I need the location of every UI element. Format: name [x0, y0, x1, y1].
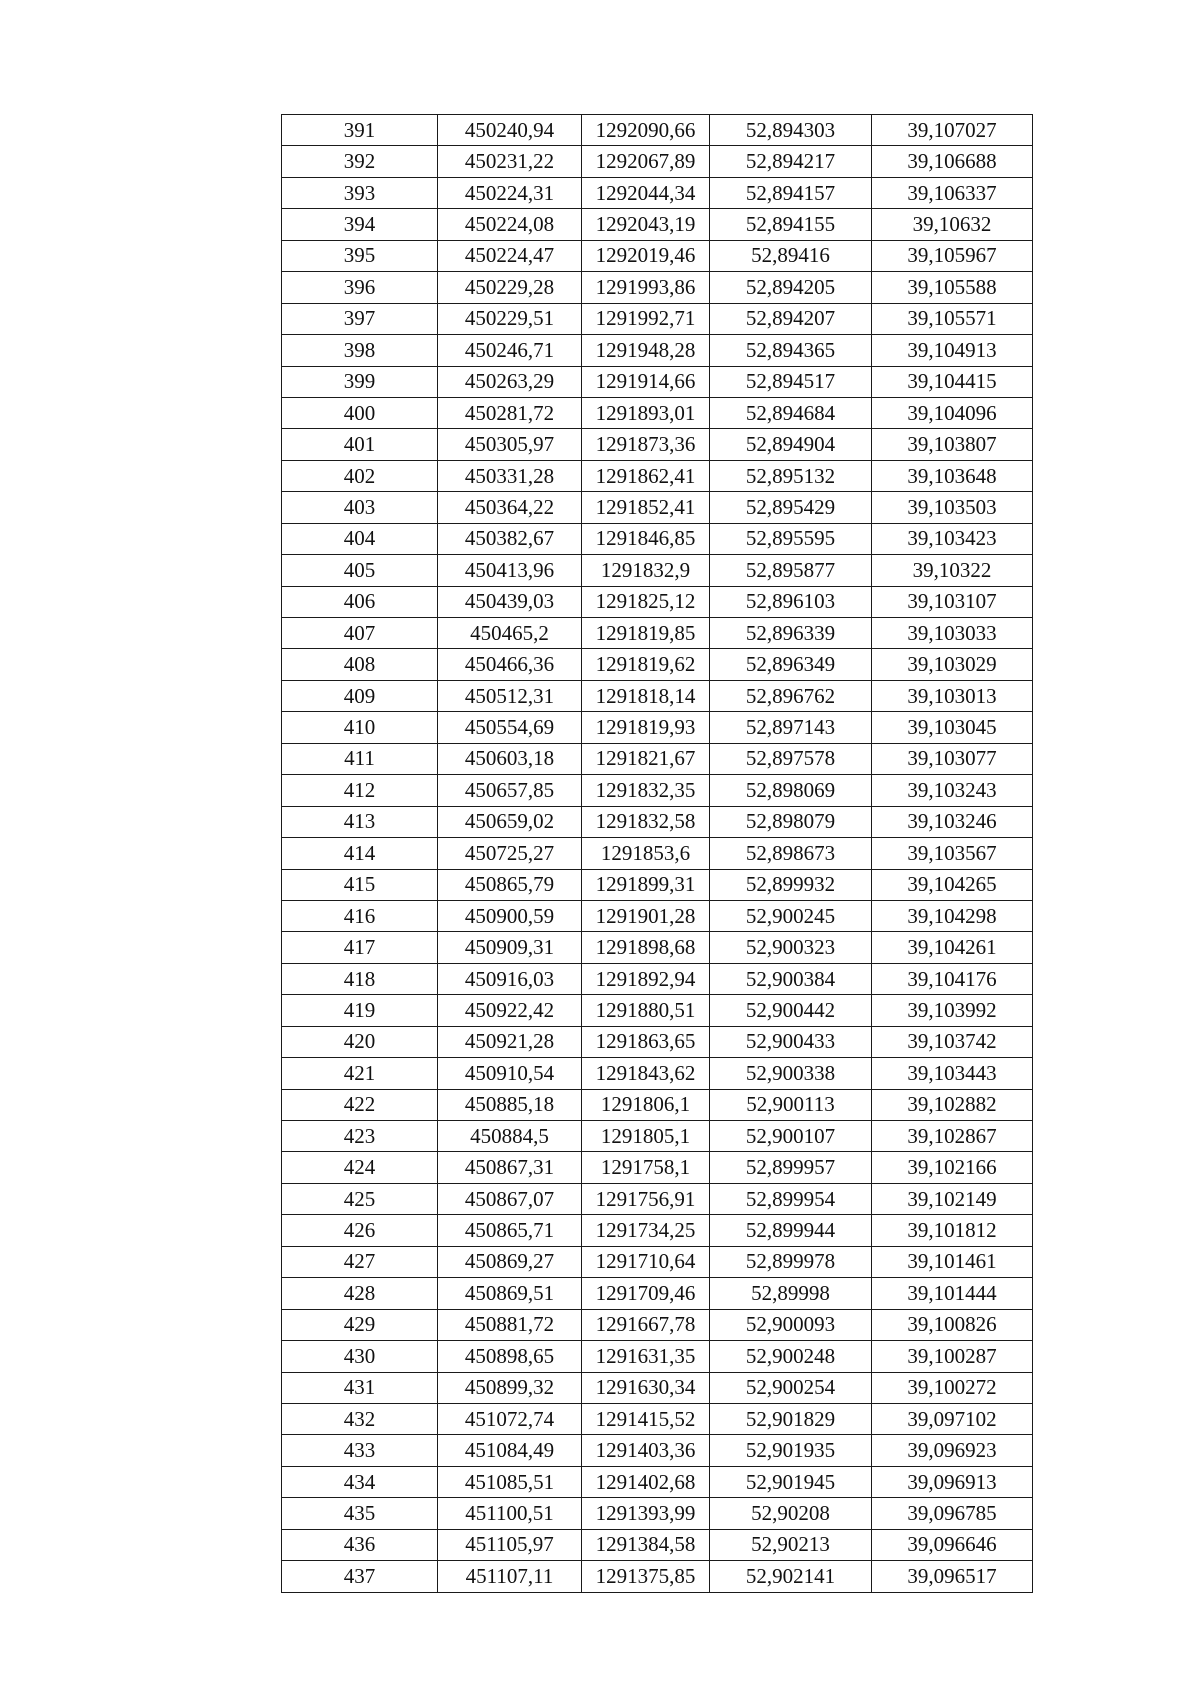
- x-coordinate-cell: 450554,69: [438, 712, 582, 743]
- table-row: [282, 303, 1033, 334]
- point-number-cell: 410: [282, 712, 438, 743]
- y-coordinate-cell: 1291384,58: [582, 1529, 710, 1560]
- table-row: [282, 177, 1033, 208]
- latitude-cell: 52,900107: [710, 1121, 872, 1152]
- point-number-cell: 404: [282, 523, 438, 554]
- y-coordinate-cell: 1291631,35: [582, 1341, 710, 1372]
- longitude-cell: 39,101461: [872, 1246, 1033, 1277]
- latitude-cell: 52,898079: [710, 806, 872, 837]
- point-number-cell: 393: [282, 177, 438, 208]
- point-number-cell: 407: [282, 618, 438, 649]
- y-coordinate-cell: 1291832,9: [582, 555, 710, 586]
- point-number-cell: 392: [282, 146, 438, 177]
- latitude-cell: 52,899957: [710, 1152, 872, 1183]
- point-number-cell: 397: [282, 303, 438, 334]
- y-coordinate-cell: 1291806,1: [582, 1089, 710, 1120]
- y-coordinate-cell: 1291914,66: [582, 366, 710, 397]
- y-coordinate-cell: 1291880,51: [582, 995, 710, 1026]
- longitude-cell: 39,103567: [872, 838, 1033, 869]
- table-row: [282, 1466, 1033, 1497]
- y-coordinate-cell: 1291893,01: [582, 397, 710, 428]
- longitude-cell: 39,105571: [872, 303, 1033, 334]
- x-coordinate-cell: 450865,79: [438, 869, 582, 900]
- point-number-cell: 398: [282, 335, 438, 366]
- y-coordinate-cell: 1291819,62: [582, 649, 710, 680]
- point-number-cell: 405: [282, 555, 438, 586]
- latitude-cell: 52,894684: [710, 397, 872, 428]
- longitude-cell: 39,100272: [872, 1372, 1033, 1403]
- longitude-cell: 39,103807: [872, 429, 1033, 460]
- y-coordinate-cell: 1291853,6: [582, 838, 710, 869]
- longitude-cell: 39,103648: [872, 460, 1033, 491]
- y-coordinate-cell: 1292043,19: [582, 209, 710, 240]
- latitude-cell: 52,894217: [710, 146, 872, 177]
- longitude-cell: 39,107027: [872, 115, 1033, 146]
- y-coordinate-cell: 1291710,64: [582, 1246, 710, 1277]
- point-number-cell: 416: [282, 900, 438, 931]
- latitude-cell: 52,894517: [710, 366, 872, 397]
- latitude-cell: 52,900338: [710, 1058, 872, 1089]
- table-row: [282, 1435, 1033, 1466]
- longitude-cell: 39,103742: [872, 1026, 1033, 1057]
- latitude-cell: 52,894155: [710, 209, 872, 240]
- latitude-cell: 52,900254: [710, 1372, 872, 1403]
- latitude-cell: 52,90213: [710, 1529, 872, 1560]
- longitude-cell: 39,100287: [872, 1341, 1033, 1372]
- latitude-cell: 52,90208: [710, 1498, 872, 1529]
- table-row: [282, 1341, 1033, 1372]
- x-coordinate-cell: 450224,31: [438, 177, 582, 208]
- latitude-cell: 52,899978: [710, 1246, 872, 1277]
- latitude-cell: 52,900113: [710, 1089, 872, 1120]
- latitude-cell: 52,902141: [710, 1561, 872, 1592]
- x-coordinate-cell: 450910,54: [438, 1058, 582, 1089]
- x-coordinate-cell: 451084,49: [438, 1435, 582, 1466]
- x-coordinate-cell: 450413,96: [438, 555, 582, 586]
- longitude-cell: 39,096923: [872, 1435, 1033, 1466]
- y-coordinate-cell: 1291898,68: [582, 932, 710, 963]
- longitude-cell: 39,105967: [872, 240, 1033, 271]
- table-row: [282, 1026, 1033, 1057]
- latitude-cell: 52,898069: [710, 775, 872, 806]
- latitude-cell: 52,901829: [710, 1403, 872, 1434]
- x-coordinate-cell: 450512,31: [438, 680, 582, 711]
- longitude-cell: 39,103243: [872, 775, 1033, 806]
- y-coordinate-cell: 1291846,85: [582, 523, 710, 554]
- table-row: [282, 1183, 1033, 1214]
- point-number-cell: 428: [282, 1278, 438, 1309]
- x-coordinate-cell: 450725,27: [438, 838, 582, 869]
- table-row: [282, 743, 1033, 774]
- x-coordinate-cell: 450898,65: [438, 1341, 582, 1372]
- x-coordinate-cell: 450229,28: [438, 272, 582, 303]
- point-number-cell: 430: [282, 1341, 438, 1372]
- table-row: [282, 492, 1033, 523]
- table-row: [282, 1403, 1033, 1434]
- y-coordinate-cell: 1291393,99: [582, 1498, 710, 1529]
- point-number-cell: 432: [282, 1403, 438, 1434]
- y-coordinate-cell: 1291948,28: [582, 335, 710, 366]
- x-coordinate-cell: 450281,72: [438, 397, 582, 428]
- table-row: [282, 900, 1033, 931]
- longitude-cell: 39,106688: [872, 146, 1033, 177]
- longitude-cell: 39,103045: [872, 712, 1033, 743]
- table-row: [282, 1309, 1033, 1340]
- table-row: [282, 1089, 1033, 1120]
- latitude-cell: 52,895429: [710, 492, 872, 523]
- point-number-cell: 406: [282, 586, 438, 617]
- longitude-cell: 39,103077: [872, 743, 1033, 774]
- longitude-cell: 39,102882: [872, 1089, 1033, 1120]
- latitude-cell: 52,899944: [710, 1215, 872, 1246]
- table-row: [282, 838, 1033, 869]
- x-coordinate-cell: 450921,28: [438, 1026, 582, 1057]
- x-coordinate-cell: 450922,42: [438, 995, 582, 1026]
- latitude-cell: 52,901945: [710, 1466, 872, 1497]
- x-coordinate-cell: 450916,03: [438, 963, 582, 994]
- x-coordinate-cell: 450224,08: [438, 209, 582, 240]
- y-coordinate-cell: 1291667,78: [582, 1309, 710, 1340]
- longitude-cell: 39,104096: [872, 397, 1033, 428]
- table-row: [282, 555, 1033, 586]
- point-number-cell: 429: [282, 1309, 438, 1340]
- y-coordinate-cell: 1291819,85: [582, 618, 710, 649]
- x-coordinate-cell: 450465,2: [438, 618, 582, 649]
- table-row: [282, 1372, 1033, 1403]
- y-coordinate-cell: 1292019,46: [582, 240, 710, 271]
- table-row: [282, 429, 1033, 460]
- y-coordinate-cell: 1292090,66: [582, 115, 710, 146]
- x-coordinate-cell: 450881,72: [438, 1309, 582, 1340]
- x-coordinate-cell: 451107,11: [438, 1561, 582, 1592]
- table-row: [282, 146, 1033, 177]
- latitude-cell: 52,895595: [710, 523, 872, 554]
- longitude-cell: 39,106337: [872, 177, 1033, 208]
- point-number-cell: 419: [282, 995, 438, 1026]
- y-coordinate-cell: 1291825,12: [582, 586, 710, 617]
- latitude-cell: 52,899932: [710, 869, 872, 900]
- table-row: [282, 1561, 1033, 1592]
- table-row: [282, 1121, 1033, 1152]
- x-coordinate-cell: 450657,85: [438, 775, 582, 806]
- longitude-cell: 39,103107: [872, 586, 1033, 617]
- longitude-cell: 39,104415: [872, 366, 1033, 397]
- y-coordinate-cell: 1291415,52: [582, 1403, 710, 1434]
- table-row: [282, 680, 1033, 711]
- longitude-cell: 39,097102: [872, 1403, 1033, 1434]
- table-row: [282, 775, 1033, 806]
- latitude-cell: 52,894205: [710, 272, 872, 303]
- point-number-cell: 436: [282, 1529, 438, 1560]
- table-row: [282, 806, 1033, 837]
- longitude-cell: 39,10322: [872, 555, 1033, 586]
- x-coordinate-cell: 451100,51: [438, 1498, 582, 1529]
- table-row: [282, 115, 1033, 146]
- longitude-cell: 39,101444: [872, 1278, 1033, 1309]
- table-row: [282, 932, 1033, 963]
- y-coordinate-cell: 1291993,86: [582, 272, 710, 303]
- y-coordinate-cell: 1291863,65: [582, 1026, 710, 1057]
- latitude-cell: 52,900442: [710, 995, 872, 1026]
- y-coordinate-cell: 1291756,91: [582, 1183, 710, 1214]
- table-row: [282, 995, 1033, 1026]
- table-row: [282, 1498, 1033, 1529]
- y-coordinate-cell: 1291892,94: [582, 963, 710, 994]
- point-number-cell: 391: [282, 115, 438, 146]
- longitude-cell: 39,103033: [872, 618, 1033, 649]
- y-coordinate-cell: 1291901,28: [582, 900, 710, 931]
- latitude-cell: 52,900384: [710, 963, 872, 994]
- coordinates-table-body: [282, 115, 1033, 1593]
- longitude-cell: 39,10632: [872, 209, 1033, 240]
- x-coordinate-cell: 450659,02: [438, 806, 582, 837]
- y-coordinate-cell: 1291852,41: [582, 492, 710, 523]
- y-coordinate-cell: 1291630,34: [582, 1372, 710, 1403]
- x-coordinate-cell: 450246,71: [438, 335, 582, 366]
- latitude-cell: 52,897143: [710, 712, 872, 743]
- y-coordinate-cell: 1291899,31: [582, 869, 710, 900]
- table-row: [282, 335, 1033, 366]
- latitude-cell: 52,894904: [710, 429, 872, 460]
- point-number-cell: 413: [282, 806, 438, 837]
- latitude-cell: 52,89416: [710, 240, 872, 271]
- longitude-cell: 39,103423: [872, 523, 1033, 554]
- point-number-cell: 426: [282, 1215, 438, 1246]
- point-number-cell: 423: [282, 1121, 438, 1152]
- x-coordinate-cell: 450867,07: [438, 1183, 582, 1214]
- x-coordinate-cell: 450865,71: [438, 1215, 582, 1246]
- x-coordinate-cell: 450231,22: [438, 146, 582, 177]
- y-coordinate-cell: 1292044,34: [582, 177, 710, 208]
- y-coordinate-cell: 1291843,62: [582, 1058, 710, 1089]
- latitude-cell: 52,896339: [710, 618, 872, 649]
- point-number-cell: 402: [282, 460, 438, 491]
- point-number-cell: 400: [282, 397, 438, 428]
- point-number-cell: 425: [282, 1183, 438, 1214]
- latitude-cell: 52,901935: [710, 1435, 872, 1466]
- table-row: [282, 618, 1033, 649]
- point-number-cell: 403: [282, 492, 438, 523]
- longitude-cell: 39,103246: [872, 806, 1033, 837]
- longitude-cell: 39,096517: [872, 1561, 1033, 1592]
- longitude-cell: 39,105588: [872, 272, 1033, 303]
- latitude-cell: 52,900248: [710, 1341, 872, 1372]
- table-row: [282, 1278, 1033, 1309]
- y-coordinate-cell: 1291818,14: [582, 680, 710, 711]
- point-number-cell: 418: [282, 963, 438, 994]
- x-coordinate-cell: 451072,74: [438, 1403, 582, 1434]
- table-row: [282, 460, 1033, 491]
- longitude-cell: 39,104176: [872, 963, 1033, 994]
- point-number-cell: 399: [282, 366, 438, 397]
- y-coordinate-cell: 1291819,93: [582, 712, 710, 743]
- point-number-cell: 433: [282, 1435, 438, 1466]
- y-coordinate-cell: 1291734,25: [582, 1215, 710, 1246]
- x-coordinate-cell: 450439,03: [438, 586, 582, 617]
- longitude-cell: 39,104913: [872, 335, 1033, 366]
- latitude-cell: 52,898673: [710, 838, 872, 869]
- x-coordinate-cell: 450603,18: [438, 743, 582, 774]
- table-row: [282, 649, 1033, 680]
- longitude-cell: 39,096785: [872, 1498, 1033, 1529]
- x-coordinate-cell: 451085,51: [438, 1466, 582, 1497]
- x-coordinate-cell: 450331,28: [438, 460, 582, 491]
- y-coordinate-cell: 1291873,36: [582, 429, 710, 460]
- point-number-cell: 437: [282, 1561, 438, 1592]
- point-number-cell: 412: [282, 775, 438, 806]
- table-row: [282, 1058, 1033, 1089]
- table-row: [282, 523, 1033, 554]
- latitude-cell: 52,895132: [710, 460, 872, 491]
- table-row: [282, 712, 1033, 743]
- longitude-cell: 39,102166: [872, 1152, 1033, 1183]
- latitude-cell: 52,897578: [710, 743, 872, 774]
- x-coordinate-cell: 450884,5: [438, 1121, 582, 1152]
- y-coordinate-cell: 1291832,35: [582, 775, 710, 806]
- point-number-cell: 401: [282, 429, 438, 460]
- latitude-cell: 52,894157: [710, 177, 872, 208]
- table-row: [282, 586, 1033, 617]
- y-coordinate-cell: 1291758,1: [582, 1152, 710, 1183]
- point-number-cell: 415: [282, 869, 438, 900]
- x-coordinate-cell: 450224,47: [438, 240, 582, 271]
- longitude-cell: 39,104298: [872, 900, 1033, 931]
- x-coordinate-cell: 450466,36: [438, 649, 582, 680]
- latitude-cell: 52,894303: [710, 115, 872, 146]
- longitude-cell: 39,104261: [872, 932, 1033, 963]
- table-row: [282, 1215, 1033, 1246]
- x-coordinate-cell: 450899,32: [438, 1372, 582, 1403]
- longitude-cell: 39,102149: [872, 1183, 1033, 1214]
- latitude-cell: 52,895877: [710, 555, 872, 586]
- table-row: [282, 272, 1033, 303]
- x-coordinate-cell: 450900,59: [438, 900, 582, 931]
- x-coordinate-cell: 450382,67: [438, 523, 582, 554]
- y-coordinate-cell: 1292067,89: [582, 146, 710, 177]
- y-coordinate-cell: 1291805,1: [582, 1121, 710, 1152]
- latitude-cell: 52,900323: [710, 932, 872, 963]
- point-number-cell: 409: [282, 680, 438, 711]
- latitude-cell: 52,896103: [710, 586, 872, 617]
- table-row: [282, 1246, 1033, 1277]
- table-row: [282, 366, 1033, 397]
- x-coordinate-cell: 450869,51: [438, 1278, 582, 1309]
- table-row: [282, 1152, 1033, 1183]
- longitude-cell: 39,103443: [872, 1058, 1033, 1089]
- latitude-cell: 52,894365: [710, 335, 872, 366]
- y-coordinate-cell: 1291821,67: [582, 743, 710, 774]
- longitude-cell: 39,100826: [872, 1309, 1033, 1340]
- longitude-cell: 39,103992: [872, 995, 1033, 1026]
- x-coordinate-cell: 451105,97: [438, 1529, 582, 1560]
- y-coordinate-cell: 1291375,85: [582, 1561, 710, 1592]
- latitude-cell: 52,900245: [710, 900, 872, 931]
- point-number-cell: 434: [282, 1466, 438, 1497]
- latitude-cell: 52,89998: [710, 1278, 872, 1309]
- point-number-cell: 394: [282, 209, 438, 240]
- longitude-cell: 39,101812: [872, 1215, 1033, 1246]
- y-coordinate-cell: 1291862,41: [582, 460, 710, 491]
- point-number-cell: 414: [282, 838, 438, 869]
- x-coordinate-cell: 450229,51: [438, 303, 582, 334]
- longitude-cell: 39,102867: [872, 1121, 1033, 1152]
- latitude-cell: 52,896349: [710, 649, 872, 680]
- point-number-cell: 421: [282, 1058, 438, 1089]
- longitude-cell: 39,103503: [872, 492, 1033, 523]
- x-coordinate-cell: 450869,27: [438, 1246, 582, 1277]
- point-number-cell: 396: [282, 272, 438, 303]
- table-row: [282, 397, 1033, 428]
- y-coordinate-cell: 1291709,46: [582, 1278, 710, 1309]
- y-coordinate-cell: 1291832,58: [582, 806, 710, 837]
- coordinates-table: [281, 114, 1033, 1593]
- point-number-cell: 424: [282, 1152, 438, 1183]
- x-coordinate-cell: 450240,94: [438, 115, 582, 146]
- x-coordinate-cell: 450305,97: [438, 429, 582, 460]
- x-coordinate-cell: 450263,29: [438, 366, 582, 397]
- table-row: [282, 1529, 1033, 1560]
- point-number-cell: 435: [282, 1498, 438, 1529]
- point-number-cell: 417: [282, 932, 438, 963]
- latitude-cell: 52,899954: [710, 1183, 872, 1214]
- longitude-cell: 39,096913: [872, 1466, 1033, 1497]
- latitude-cell: 52,896762: [710, 680, 872, 711]
- point-number-cell: 422: [282, 1089, 438, 1120]
- point-number-cell: 431: [282, 1372, 438, 1403]
- longitude-cell: 39,104265: [872, 869, 1033, 900]
- point-number-cell: 395: [282, 240, 438, 271]
- table-row: [282, 963, 1033, 994]
- table-row: [282, 869, 1033, 900]
- table-row: [282, 240, 1033, 271]
- longitude-cell: 39,103029: [872, 649, 1033, 680]
- y-coordinate-cell: 1291402,68: [582, 1466, 710, 1497]
- longitude-cell: 39,096646: [872, 1529, 1033, 1560]
- point-number-cell: 408: [282, 649, 438, 680]
- table-row: [282, 209, 1033, 240]
- y-coordinate-cell: 1291403,36: [582, 1435, 710, 1466]
- y-coordinate-cell: 1291992,71: [582, 303, 710, 334]
- x-coordinate-cell: 450885,18: [438, 1089, 582, 1120]
- point-number-cell: 411: [282, 743, 438, 774]
- point-number-cell: 420: [282, 1026, 438, 1057]
- longitude-cell: 39,103013: [872, 680, 1033, 711]
- latitude-cell: 52,900433: [710, 1026, 872, 1057]
- x-coordinate-cell: 450364,22: [438, 492, 582, 523]
- latitude-cell: 52,900093: [710, 1309, 872, 1340]
- point-number-cell: 427: [282, 1246, 438, 1277]
- x-coordinate-cell: 450909,31: [438, 932, 582, 963]
- latitude-cell: 52,894207: [710, 303, 872, 334]
- x-coordinate-cell: 450867,31: [438, 1152, 582, 1183]
